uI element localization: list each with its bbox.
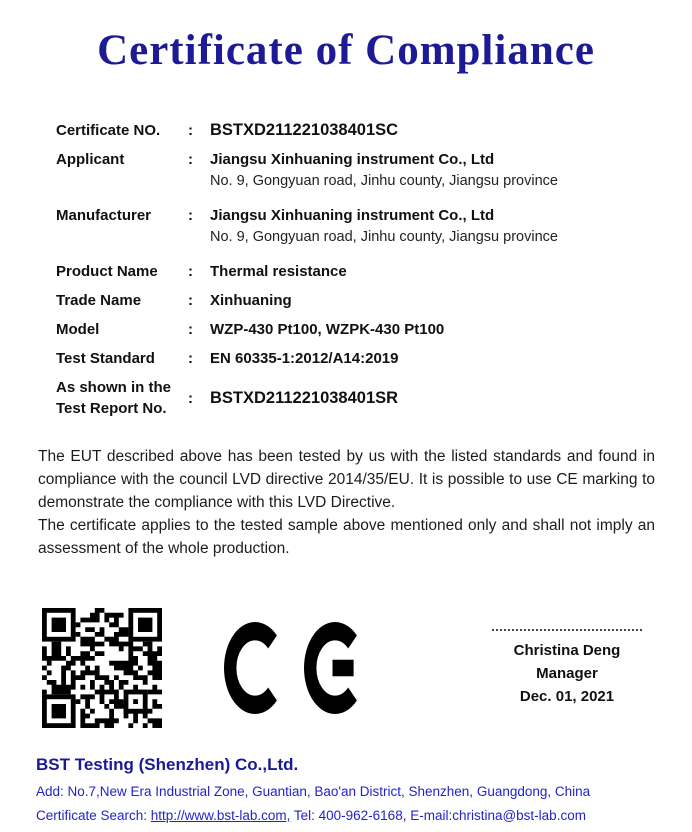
field-value (210, 205, 558, 248)
footer (36, 752, 662, 827)
page-title: Certificate of Compliance (97, 27, 595, 74)
declaration-text (38, 445, 655, 560)
field-label: Trade Name (56, 292, 142, 309)
declaration-paragraph-2: The certificate applies to the tested sample above mentioned only and shall not imply an assessment of the whole production. (38, 517, 655, 557)
field-row-test-standard (56, 348, 654, 369)
field-row-product-name (56, 261, 654, 282)
field-value: BSTXD211221038401SC (210, 121, 399, 139)
field-separator: : (188, 263, 193, 280)
signature-date: Dec. 01, 2021 (519, 687, 615, 705)
field-label: Applicant (56, 151, 125, 168)
field-value: Thermal resistance (210, 263, 347, 280)
ce-mark-icon (224, 622, 366, 714)
footer-company-name: BST Testing (Shenzhen) Co.,Ltd. (36, 755, 299, 774)
certificate-search-label: Certificate Search: (36, 808, 151, 823)
field-value (210, 149, 558, 192)
signature-block (488, 629, 646, 708)
field-row-manufacturer (56, 205, 654, 248)
ce-letter-e-icon (304, 622, 366, 714)
ce-letter-c-icon (224, 622, 286, 714)
field-separator: : (188, 350, 193, 367)
company-name: Jiangsu Xinhuaning instrument Co., Ltd (210, 207, 495, 224)
field-separator: : (188, 151, 193, 168)
field-separator: : (188, 207, 193, 224)
marks-row (42, 608, 646, 728)
certificate-search-link[interactable]: http://www.bst-lab.com, (150, 808, 291, 823)
company-address: No. 9, Gongyuan road, Jinhu county, Jiangsu province (210, 229, 558, 245)
field-row-model (56, 319, 654, 340)
company-name: Jiangsu Xinhuaning instrument Co., Ltd (210, 151, 495, 168)
field-value: WZP-430 Pt100, WZPK-430 Pt100 (210, 321, 445, 338)
field-row-certificate-no (56, 120, 654, 141)
footer-address: Add: No.7,New Era Industrial Zone, Guantian, Bao'an District, Shenzhen, Guangdong, China (36, 784, 591, 799)
certificate-fields (56, 120, 654, 419)
field-label: Manufacturer (56, 207, 152, 224)
field-separator: : (188, 389, 193, 407)
field-label: As shown in the Test Report No. (56, 379, 172, 417)
declaration-paragraph-1: The EUT described above has been tested by us with the listed standards and found in compliance with the council LVD directive 2014/35/EU. It is possible to use CE marking to demonstrate the compliance with this LVD Directive. (38, 448, 655, 511)
field-label: Model (56, 321, 100, 338)
footer-contact-details: Tel: 400-962-6168, E-mail:christina@bst-lab.com (290, 808, 586, 823)
field-row-trade-name (56, 290, 654, 311)
signature-title: Manager (536, 664, 598, 682)
company-address: No. 9, Gongyuan road, Jinhu county, Jiangsu province (210, 173, 558, 189)
field-label: Test Standard (56, 350, 155, 367)
field-separator: : (188, 321, 193, 338)
field-value: EN 60335-1:2012/A14:2019 (210, 350, 399, 367)
qr-code-icon (42, 608, 162, 728)
signature-name: Christina Deng (513, 641, 621, 659)
field-value: BSTXD211221038401SR (210, 388, 399, 407)
field-value: Xinhuaning (210, 292, 292, 309)
field-row-test-report-no (56, 377, 654, 419)
field-label: Certificate NO. (56, 122, 161, 139)
field-label: Product Name (56, 263, 158, 280)
signature-dotted-line (492, 629, 642, 631)
field-row-applicant (56, 149, 654, 192)
footer-contact-line (36, 804, 662, 827)
field-separator: : (188, 292, 193, 309)
field-separator: : (188, 122, 193, 139)
